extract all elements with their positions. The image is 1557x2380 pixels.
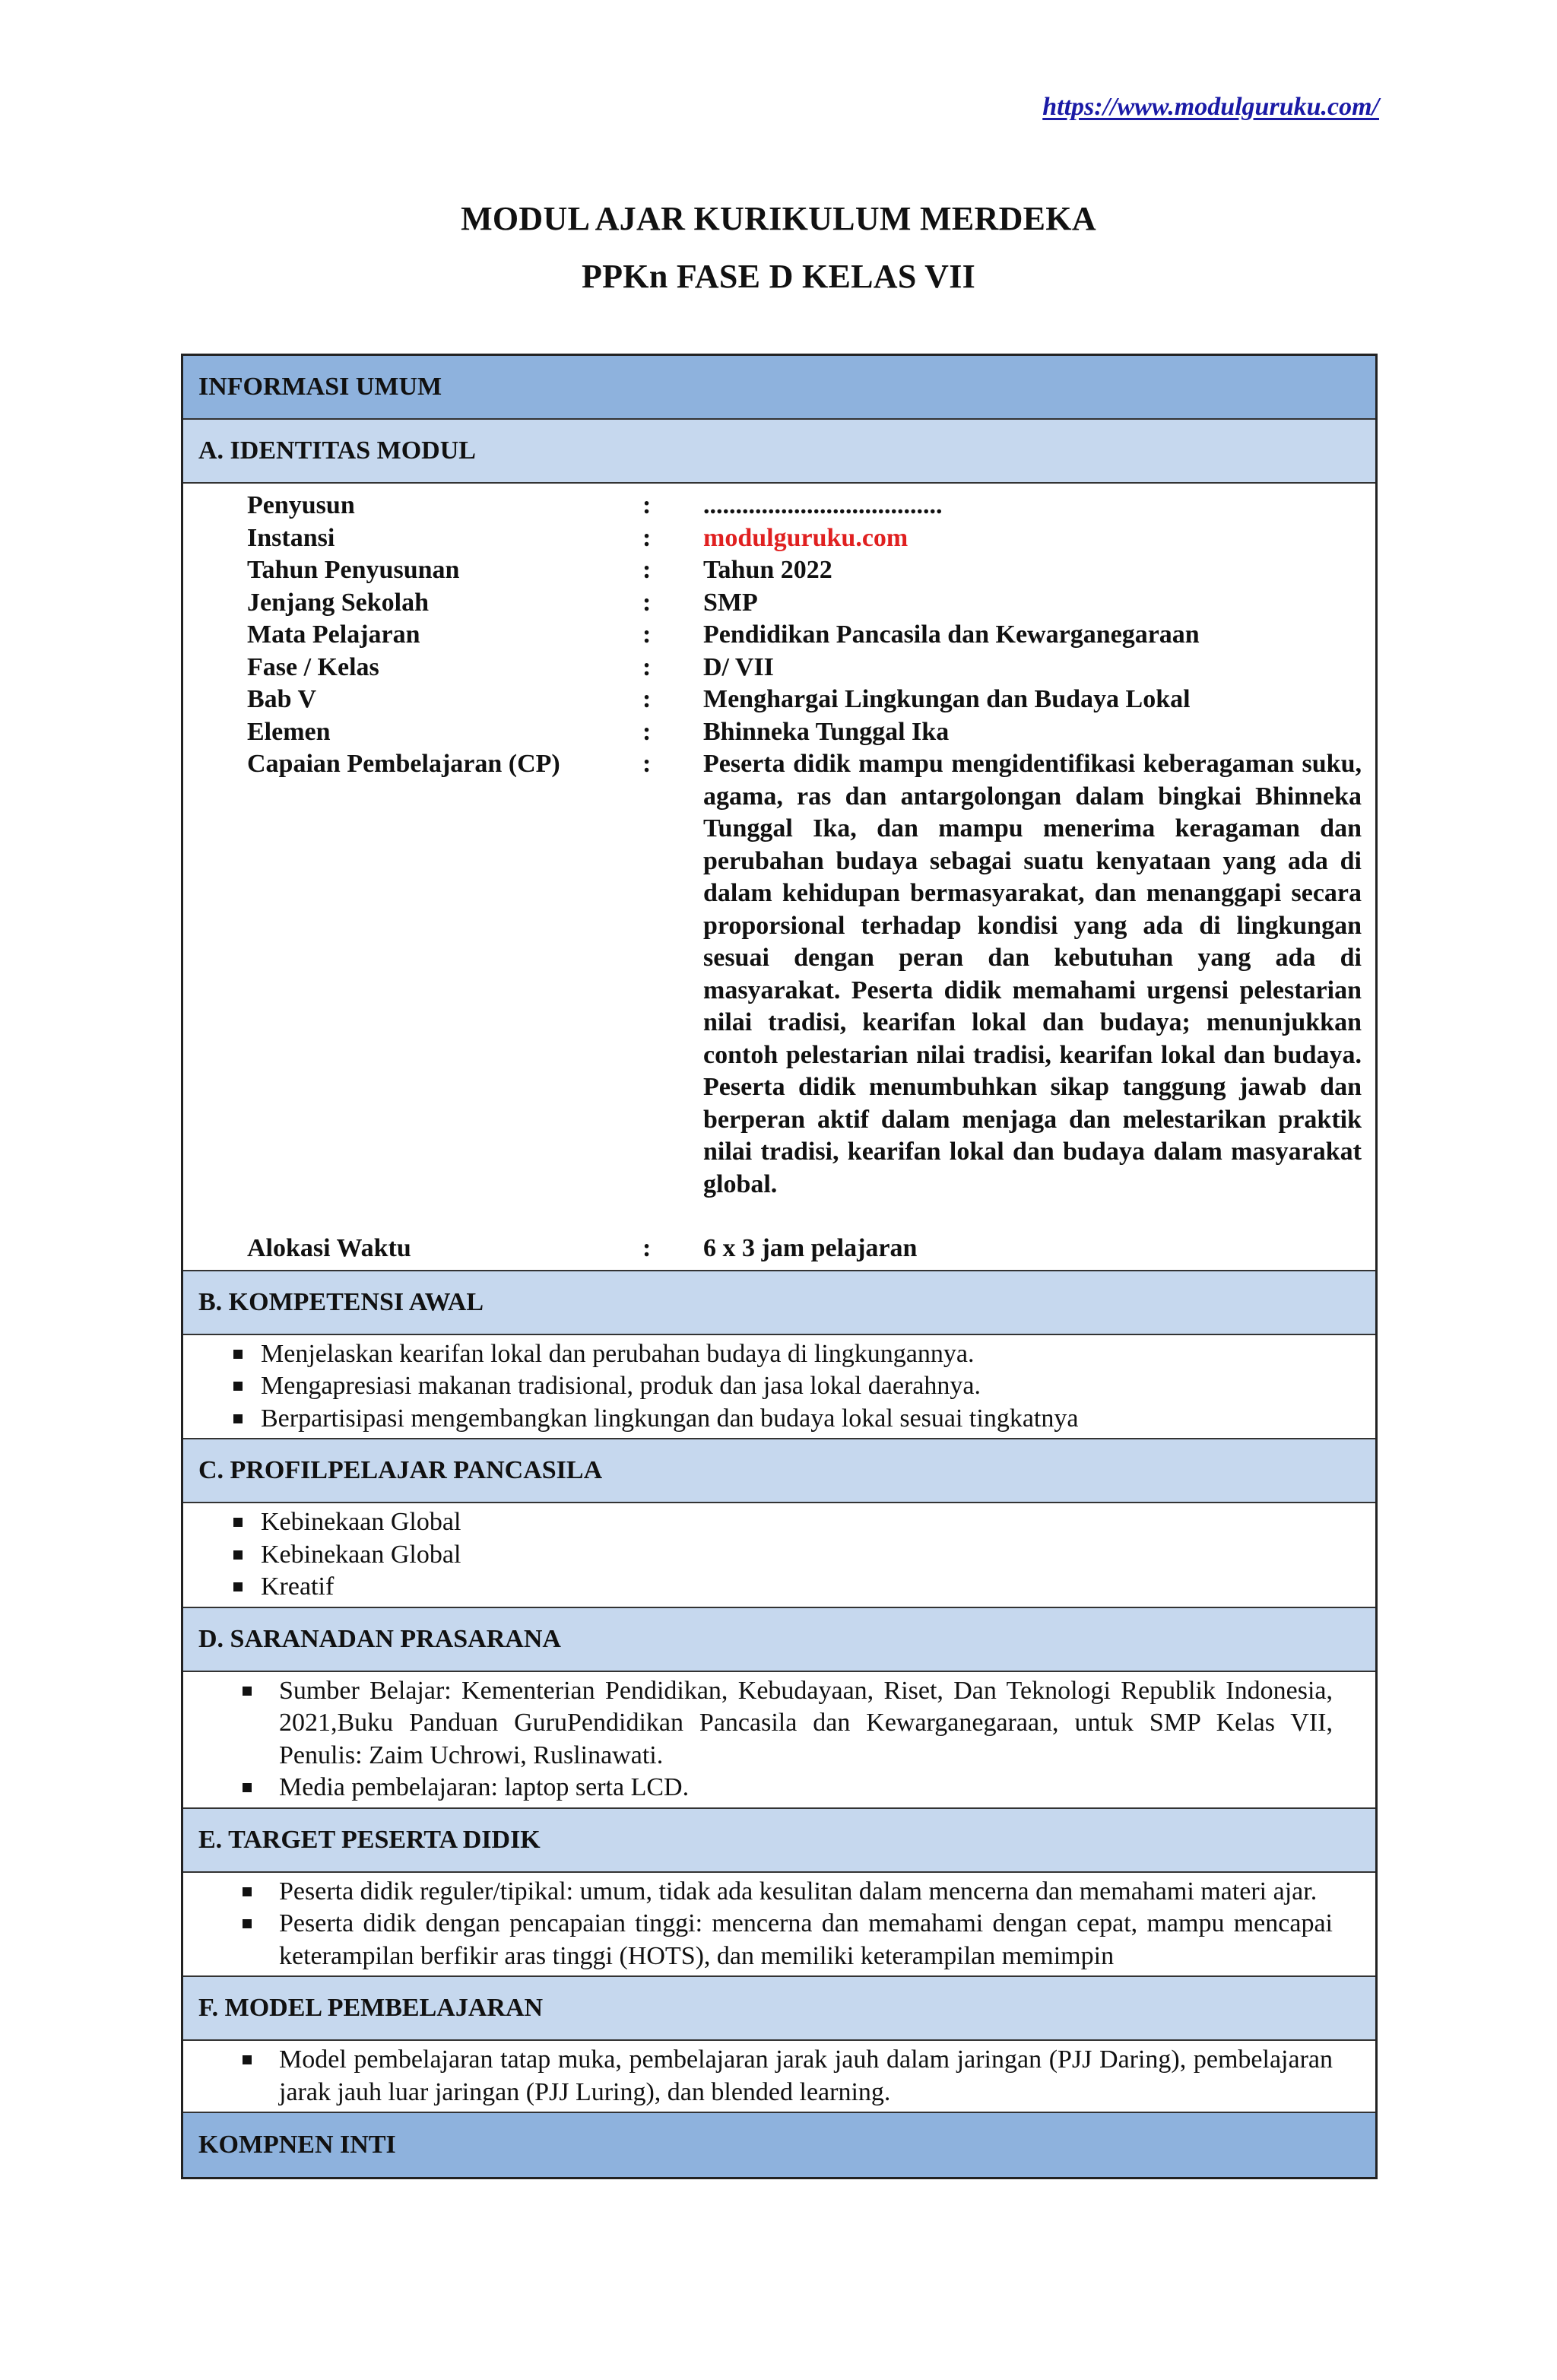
list-item bbox=[230, 1571, 1333, 1604]
row-colon: : bbox=[642, 717, 652, 746]
list-item bbox=[230, 1370, 1333, 1403]
list-item-text: Berpartisipasi mengembangkan lingkungan dan budaya lokal sesuai tingkatnya bbox=[261, 1404, 1079, 1433]
row-label: Instansi bbox=[247, 523, 335, 552]
identitas-modul-body bbox=[183, 484, 1375, 1271]
square-bullet-icon bbox=[233, 1518, 243, 1527]
informasi-umum-header: INFORMASI UMUM bbox=[183, 356, 1375, 420]
row-alokasi-waktu bbox=[247, 1233, 1362, 1265]
list-item-text: Media pembelajaran: laptop serta LCD. bbox=[279, 1773, 690, 1801]
row-label: Elemen bbox=[247, 717, 331, 746]
list-item bbox=[239, 1772, 1333, 1804]
website-link[interactable]: https://www.modulguruku.com/ bbox=[1042, 93, 1379, 121]
profil-pelajar-body bbox=[183, 1503, 1375, 1608]
list-item-text: Sumber Belajar: Kementerian Pendidikan, Kebudayaan, Riset, Dan Teknologi Republik Indonesia, 2021,Buku Panduan GuruPendidikan Pancasila dan Kewarganegaraan, untuk SMP Kelas VII, Penulis: Zaim Uchrowi, Ruslinawati. bbox=[279, 1676, 1333, 1769]
profil-pelajar-list bbox=[183, 1503, 1375, 1607]
row-label: Alokasi Waktu bbox=[247, 1234, 411, 1262]
list-item bbox=[230, 1403, 1333, 1436]
square-bullet-icon bbox=[243, 1919, 252, 1928]
list-item bbox=[239, 1876, 1333, 1909]
target-peserta-body bbox=[183, 1873, 1375, 1978]
row-tahun-penyusunan bbox=[247, 554, 1362, 587]
profil-pelajar-header: C. PROFILPELAJAR PANCASILA bbox=[183, 1439, 1375, 1503]
row-label: Capaian Pembelajaran (CP) bbox=[247, 750, 560, 778]
list-item-text: Kebinekaan Global bbox=[261, 1508, 461, 1536]
row-value: ..................................... bbox=[703, 491, 943, 519]
square-bullet-icon bbox=[243, 2055, 252, 2064]
list-item bbox=[230, 1506, 1333, 1539]
row-colon: : bbox=[642, 588, 652, 617]
row-capaian-pembelajaran bbox=[247, 748, 1362, 1201]
kompetensi-awal-list bbox=[183, 1335, 1375, 1439]
row-colon: : bbox=[642, 523, 652, 552]
sarana-prasarana-header: D. SARANADAN PRASARANA bbox=[183, 1608, 1375, 1672]
list-item-text: Kebinekaan Global bbox=[261, 1540, 461, 1569]
square-bullet-icon bbox=[233, 1582, 243, 1591]
square-bullet-icon bbox=[243, 1687, 252, 1696]
document-subtitle: PPKn FASE D KELAS VII bbox=[581, 258, 976, 295]
row-penyusun bbox=[247, 490, 1362, 522]
row-label: Jenjang Sekolah bbox=[247, 588, 429, 617]
row-value: SMP bbox=[703, 588, 758, 617]
row-value: D/ VII bbox=[703, 652, 774, 681]
row-label: Fase / Kelas bbox=[247, 652, 379, 681]
module-table bbox=[181, 354, 1378, 2179]
row-jenjang-sekolah bbox=[247, 587, 1362, 620]
row-colon: : bbox=[642, 1234, 652, 1262]
row-colon: : bbox=[642, 556, 652, 584]
list-item-text: Peserta didik reguler/tipikal: umum, tidak ada kesulitan dalam mencerna dan memahami materi ajar. bbox=[279, 1877, 1318, 1906]
square-bullet-icon bbox=[233, 1350, 243, 1359]
kompetensi-awal-body bbox=[183, 1335, 1375, 1440]
square-bullet-icon bbox=[233, 1414, 243, 1423]
target-peserta-header: E. TARGET PESERTA DIDIK bbox=[183, 1809, 1375, 1873]
row-label: Bab V bbox=[247, 685, 317, 713]
model-pembelajaran-list bbox=[183, 2041, 1375, 2112]
row-bab bbox=[247, 684, 1362, 716]
model-pembelajaran-body bbox=[183, 2041, 1375, 2113]
row-label: Tahun Penyusunan bbox=[247, 556, 460, 584]
list-item-text: Model pembelajaran tatap muka, pembelajaran jarak jauh dalam jaringan (PJJ Daring), pembelajaran jarak jauh luar jaringan (PJJ Luring), dan blended learning. bbox=[279, 2045, 1333, 2106]
row-value: Pendidikan Pancasila dan Kewarganegaraan bbox=[703, 620, 1200, 649]
list-item bbox=[230, 1539, 1333, 1572]
square-bullet-icon bbox=[233, 1382, 243, 1391]
list-item bbox=[239, 1675, 1333, 1772]
row-mata-pelajaran bbox=[247, 619, 1362, 652]
sarana-prasarana-body bbox=[183, 1672, 1375, 1809]
model-pembelajaran-header: F. MODEL PEMBELAJARAN bbox=[183, 1977, 1375, 2041]
row-value: 6 x 3 jam pelajaran bbox=[703, 1234, 918, 1262]
list-item-text: Kreatif bbox=[261, 1572, 335, 1601]
document-title: MODUL AJAR KURIKULUM MERDEKA bbox=[461, 200, 1096, 237]
row-value: modulguruku.com bbox=[703, 523, 909, 552]
row-value: Peserta didik mampu mengidentifikasi keberagaman suku, agama, ras dan antargolongan dalam bingkai Bhinneka Tunggal Ika, dan mampu menerima keragaman dan perubahan budaya sebagai suatu kenyataan yang ada di dalam kehidupan bermasyarakat, dan menanggapi secara proporsional terhadap kondisi yang ada di lingkungan sesuai dengan peran dan kebutuhan yang ada di masyarakat. Peserta didik memahami urgensi pelestarian nilai tradisi, kearifan lokal dan budaya; menunjukkan contoh pelestarian nilai tradisi, kearifan lokal dan budaya. Peserta didik menumbuhkan sikap tanggung jawab dan berperan aktif dalam menjaga dan melestarikan praktik nilai tradisi, kearifan lokal dan budaya dalam masyarakat global. bbox=[703, 750, 1362, 1198]
row-fase-kelas bbox=[247, 652, 1362, 684]
list-item bbox=[230, 1338, 1333, 1371]
list-item bbox=[239, 1908, 1333, 1972]
list-item-text: Mengapresiasi makanan tradisional, produk dan jasa lokal daerahnya. bbox=[261, 1372, 981, 1400]
target-peserta-list bbox=[183, 1873, 1375, 1976]
row-elemen bbox=[247, 716, 1362, 749]
kompetensi-awal-header: B. KOMPETENSI AWAL bbox=[183, 1271, 1375, 1335]
row-value: Bhinneka Tunggal Ika bbox=[703, 717, 950, 746]
row-colon: : bbox=[642, 620, 652, 649]
sarana-prasarana-list bbox=[183, 1672, 1375, 1807]
row-label: Mata Pelajaran bbox=[247, 620, 420, 649]
row-colon: : bbox=[642, 685, 652, 713]
komponen-inti-header: KOMPNEN INTI bbox=[183, 2113, 1375, 2177]
row-colon: : bbox=[642, 491, 652, 519]
row-value: Tahun 2022 bbox=[703, 556, 832, 584]
row-instansi bbox=[247, 522, 1362, 555]
row-colon: : bbox=[642, 652, 652, 681]
list-item bbox=[239, 2044, 1333, 2109]
list-item-text: Peserta didik dengan pencapaian tinggi: mencerna dan memahami dengan cepat, mampu mencapai keterampilan berfikir aras tinggi (HOTS), dan memiliki keterampilan memimpin bbox=[279, 1909, 1333, 1970]
square-bullet-icon bbox=[243, 1783, 252, 1792]
square-bullet-icon bbox=[243, 1887, 252, 1896]
row-value: Menghargai Lingkungan dan Budaya Lokal bbox=[703, 685, 1191, 713]
row-label: Penyusun bbox=[247, 491, 355, 519]
square-bullet-icon bbox=[233, 1550, 243, 1560]
identitas-modul-header: A. IDENTITAS MODUL bbox=[183, 420, 1375, 484]
row-colon: : bbox=[642, 750, 652, 778]
list-item-text: Menjelaskan kearifan lokal dan perubahan budaya di lingkungannya. bbox=[261, 1339, 975, 1368]
